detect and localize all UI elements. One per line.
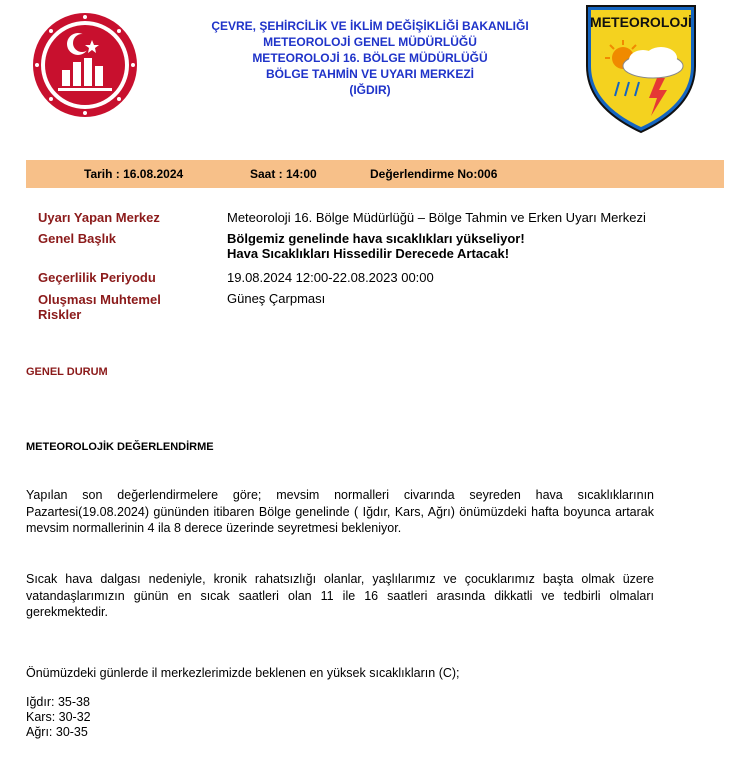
possible-risks-label-2: Riskler [38, 307, 82, 322]
temperature-igdir: Iğdır: 35-38 [26, 695, 90, 709]
temperature-agri: Ağrı: 30-35 [26, 725, 88, 739]
validity-period-label: Geçerlilik Periyodu [38, 270, 156, 285]
time-label: Saat : 14:00 [250, 167, 317, 181]
section-general-status: GENEL DURUM [26, 366, 108, 378]
meteoroloji-logo [583, 2, 699, 134]
header-line-1: ÇEVRE, ŞEHİRCİLİK VE İKLİM DEĞİŞİKLİĞİ BAKANLIĞI [211, 19, 529, 33]
header-line-5: (IĞDIR) [349, 83, 391, 97]
meta-bar [26, 160, 724, 188]
warning-center-label: Uyarı Yapan Merkez [38, 210, 160, 225]
logo-text: METEOROLOJİ [590, 14, 692, 30]
institution-header [180, 18, 560, 98]
possible-risks-value: Güneş Çarpması [227, 291, 326, 306]
general-title-line-1: Bölgemiz genelinde hava sıcaklıkları yükseliyor! [227, 231, 525, 246]
possible-risks-label-1: Oluşması Muhtemel [38, 292, 161, 307]
general-title-line-2: Hava Sıcaklıkları Hissedilir Derecede Artacak! [227, 246, 510, 261]
warning-center-value: Meteoroloji 16. Bölge Müdürlüğü – Bölge Tahmin ve Erken Uyarı Merkezi [227, 210, 646, 225]
header-line-4: BÖLGE TAHMİN VE UYARI MERKEZİ [265, 67, 474, 81]
header-line-2: METEOROLOJİ GENEL MÜDÜRLÜĞÜ [263, 35, 477, 49]
section-meteorological-evaluation: METEOROLOJİK DEĞERLENDİRME [26, 441, 214, 453]
general-title-label: Genel Başlık [38, 231, 117, 246]
validity-period-value: 19.08.2024 12:00-22.08.2023 00:00 [227, 270, 434, 285]
evaluation-number: Değerlendirme No:006 [370, 167, 498, 181]
paragraph-forecast: Yapılan son değerlendirmelere göre; mevsim normalleri civarında seyreden hava sıcaklıklarının Pazartesi(19.08.2024) gününden itibaren Bölge genelinde ( Iğdır, Kars, Ağrı) önümüzdeki hafta boyunca artarak mevsim normallerinin 4 ila 8 derece üzerinde seyretmesi bekleniyor. [26, 488, 654, 535]
paragraph-advice: Sıcak hava dalgası nedeniyle, kronik rahatsızlığı olanlar, yaşlılarımız ve çocuklarımız başta olmak üzere vatandaşlarımızın günün en sıcak saatleri olan 11 ile 16 saatleri arasında dikkatli ve tedbirli olmaları gerekmektedir. [26, 572, 654, 619]
temperature-kars: Kars: 30-32 [26, 710, 91, 724]
date-label: Tarih : 16.08.2024 [84, 167, 184, 181]
ministry-logo [30, 10, 140, 120]
paragraph-temperature-intro: Önümüzdeki günlerde il merkezlerimizde beklenen en yüksek sıcaklıkların (C); [26, 666, 460, 680]
header-line-3: METEOROLOJİ 16. BÖLGE MÜDÜRLÜĞÜ [252, 51, 488, 65]
